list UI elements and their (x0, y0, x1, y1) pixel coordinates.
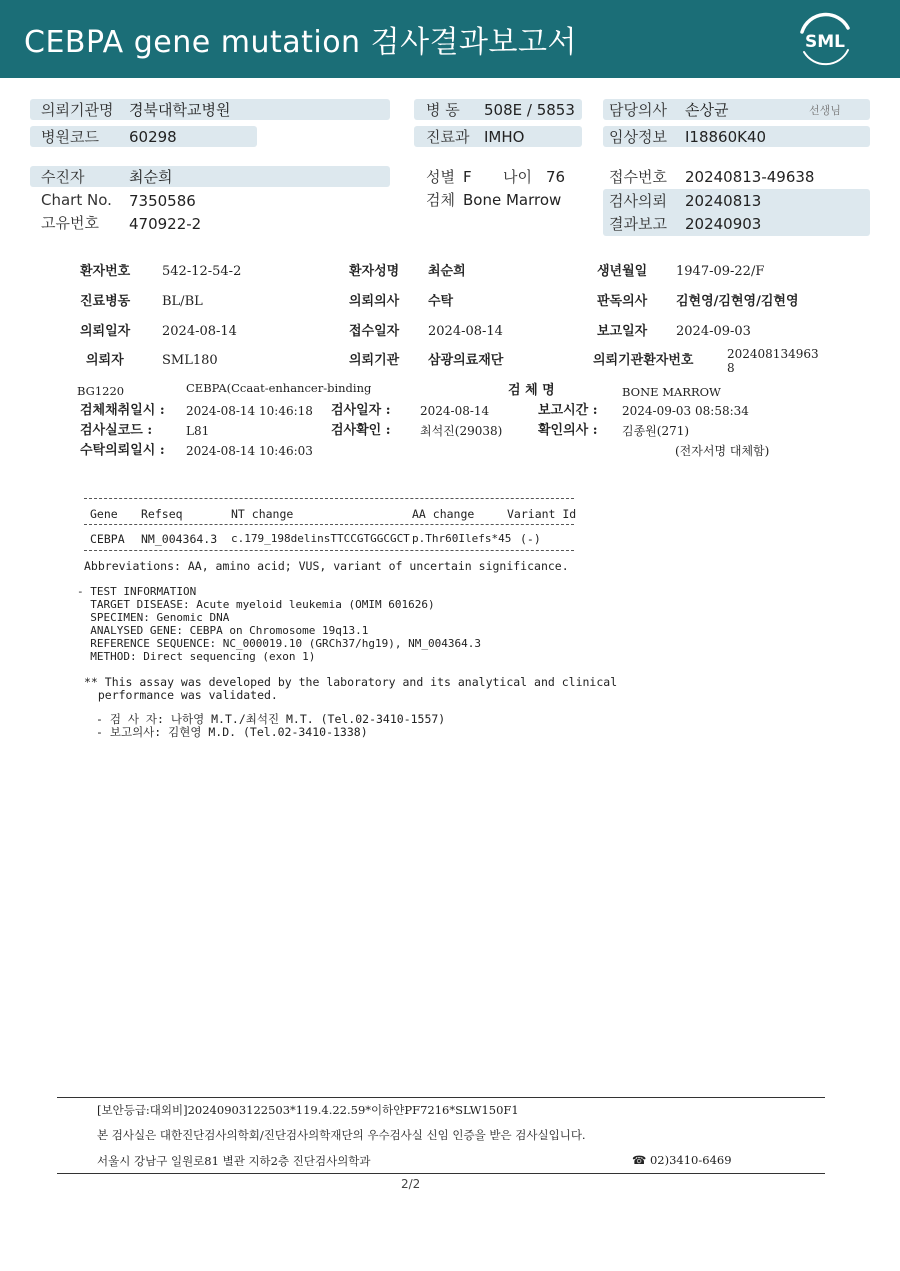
result-refseq: NM_004364.3 (141, 532, 218, 546)
patient-row-label: 의뢰의사 (349, 294, 400, 309)
specimen-label: 검체 (426, 191, 455, 209)
confirm-doc-label: 확인의사 : (538, 423, 598, 438)
patient-row-value: 김현영/김현영/김현영 (676, 294, 799, 309)
sex-value: F (463, 168, 472, 186)
chart-label: Chart No. (41, 191, 112, 209)
divider (84, 550, 574, 551)
report-label: 결과보고 (609, 215, 667, 233)
confirm-label: 검사확인 : (331, 423, 391, 438)
dept-label: 진료과 (426, 128, 470, 146)
confirm-value: 최석진(29038) (420, 424, 503, 438)
patient-row-label: 의뢰일자 (80, 324, 131, 339)
staff-line: - 검 사 자: 나하영 M.T./최석진 M.T. (Tel.02-3410-1557) (96, 712, 446, 726)
patient-row-value: 수탁 (428, 294, 454, 309)
patient-row-value: 삼광의료재단 (428, 353, 504, 368)
test-name: CEBPA(Ccaat-enhancer-binding (186, 381, 372, 395)
reporttime-value: 2024-09-03 08:58:34 (622, 404, 749, 418)
collect-value: 2024-08-14 10:46:18 (186, 404, 313, 418)
collect-label: 검체채취일시 : (80, 403, 165, 418)
patient-row-value: 2024-08-14 (162, 324, 237, 339)
patient-row-value: 2024-08-14 (428, 324, 503, 339)
reporttime-label: 보고시간 : (538, 403, 598, 418)
clinical-value: I18860K40 (685, 128, 767, 146)
logo-text: SML (805, 32, 845, 52)
dept-value: IMHO (484, 128, 525, 146)
col-header-aa: AA change (412, 507, 475, 521)
footer-rule-top (57, 1097, 825, 1098)
test-specimen-value: BONE MARROW (622, 385, 721, 399)
accession-label: 접수번호 (609, 168, 667, 186)
divider (84, 498, 574, 499)
age-label: 나이 (503, 168, 532, 186)
security-line: [보안등급:대외비]20240903122503*119.4.22.59*이하얀PF7216*SLW150F1 (97, 1103, 519, 1117)
testdate-value: 2024-08-14 (420, 404, 490, 418)
patient-row-label: 의뢰기관 (349, 353, 400, 368)
request-label: 검사의뢰 (609, 192, 667, 210)
patient-row-label: 진료병동 (80, 294, 131, 309)
info-line: REFERENCE SEQUENCE: NC_000019.10 (GRCh37/hg19), NM_004364.3 (77, 637, 481, 650)
report-header (0, 0, 900, 78)
patient-row-label: 환자번호 (80, 264, 131, 279)
ward-label: 병 동 (426, 101, 460, 119)
patient-row-value: 최순희 (428, 264, 466, 279)
assay-note: ** This assay was developed by the laboratory and its analytical and clinical (84, 675, 618, 689)
result-aa: p.Thr60Ilefs*45 (412, 532, 512, 545)
hospcode-label: 병원코드 (41, 128, 99, 146)
test-specimen-label: 검 체 명 (508, 383, 555, 398)
patient-row-value: 1947-09-22/F (676, 264, 765, 279)
address-line: 서울시 강남구 일원로81 별관 지하2층 진단검사의학과 (97, 1154, 371, 1168)
specimen-value: Bone Marrow (463, 191, 562, 209)
info-line: TARGET DISEASE: Acute myeloid leukemia (OMIM 601626) (77, 598, 435, 611)
patient-label: 수진자 (41, 168, 85, 186)
age-value: 76 (546, 168, 566, 186)
col-header-gene: Gene (90, 507, 118, 521)
patient-row-label: 환자성명 (349, 264, 400, 279)
info-line: ANALYSED GENE: CEBPA on Chromosome 19q13.1 (77, 624, 369, 637)
patient-row-label: 의뢰자 (86, 353, 124, 368)
patient-row-value: SML180 (162, 353, 218, 368)
info-line: METHOD: Direct sequencing (exon 1) (77, 650, 316, 663)
ref-no-value: 202408134963 (727, 347, 819, 361)
esign-note: (전자서명 대체함) (675, 444, 770, 458)
patient-row-value: 542-12-54-2 (162, 264, 242, 279)
patient-row-label: 생년월일 (597, 264, 648, 279)
info-line: - TEST INFORMATION (77, 585, 197, 598)
request-value: 20240813 (685, 192, 762, 210)
page-number: 2/2 (401, 1177, 421, 1191)
lab-label: 검사실코드 : (80, 423, 153, 438)
assay-note: performance was validated. (84, 688, 278, 702)
col-header-refseq: Refseq (141, 507, 183, 521)
result-variant: (-) (520, 532, 541, 546)
patient-row-value: 2024-09-03 (676, 324, 751, 339)
consign-value: 2024-08-14 10:46:03 (186, 444, 313, 458)
uid-label: 고유번호 (41, 214, 99, 232)
doctor-value: 손상균 (685, 101, 729, 119)
sml-logo (796, 12, 854, 66)
doctor-suffix: 선생님 (809, 104, 841, 117)
result-nt: c.179_198delinsTTCCGTGGCGCT (231, 532, 410, 545)
patient-value: 최순희 (129, 168, 173, 186)
footer-rule-bottom (57, 1173, 825, 1174)
uid-value: 470922-2 (129, 215, 202, 233)
doctor-label: 담당의사 (609, 101, 667, 119)
ward-value: 508E / 5853 (484, 101, 575, 119)
chart-value: 7350586 (129, 192, 196, 210)
patient-row-label: 접수일자 (349, 324, 400, 339)
divider (84, 524, 574, 525)
patient-row-label: 의뢰기관환자번호 (593, 353, 694, 368)
lab-value: L81 (186, 424, 210, 438)
accession-value: 20240813-49638 (685, 168, 815, 186)
test-code: BG1220 (77, 384, 125, 398)
hospcode-value: 60298 (129, 128, 177, 146)
clinical-label: 임상정보 (609, 128, 667, 146)
phone-line: ☎ 02)3410-6469 (632, 1153, 732, 1167)
confirm-doc-value: 김종원(271) (622, 424, 690, 438)
sex-label: 성별 (426, 168, 455, 186)
report-title: CEBPA gene mutation 검사결과보고서 (24, 25, 577, 60)
info-line: SPECIMEN: Genomic DNA (77, 611, 230, 624)
hospital-value: 경북대학교병원 (129, 101, 231, 119)
abbreviations: Abbreviations: AA, amino acid; VUS, variant of uncertain significance. (84, 559, 569, 573)
staff-line: - 보고의사: 김현영 M.D. (Tel.02-3410-1338) (96, 725, 368, 739)
ref-no-tail: 8 (727, 361, 735, 375)
consign-label: 수탁의뢰일시 : (80, 443, 165, 458)
testdate-label: 검사일자 : (331, 403, 391, 418)
report-value: 20240903 (685, 215, 762, 233)
patient-row-label: 보고일자 (597, 324, 648, 339)
result-gene: CEBPA (90, 532, 125, 546)
hospital-label: 의뢰기관명 (41, 101, 114, 119)
col-header-nt: NT change (231, 507, 294, 521)
cert-line: 본 검사실은 대한진단검사의학회/진단검사의학재단의 우수검사실 신임 인증을 받은 검사실입니다. (97, 1128, 586, 1142)
col-header-variant: Variant Id (507, 507, 577, 521)
patient-row-value: BL/BL (162, 294, 203, 309)
patient-row-label: 판독의사 (597, 294, 648, 309)
